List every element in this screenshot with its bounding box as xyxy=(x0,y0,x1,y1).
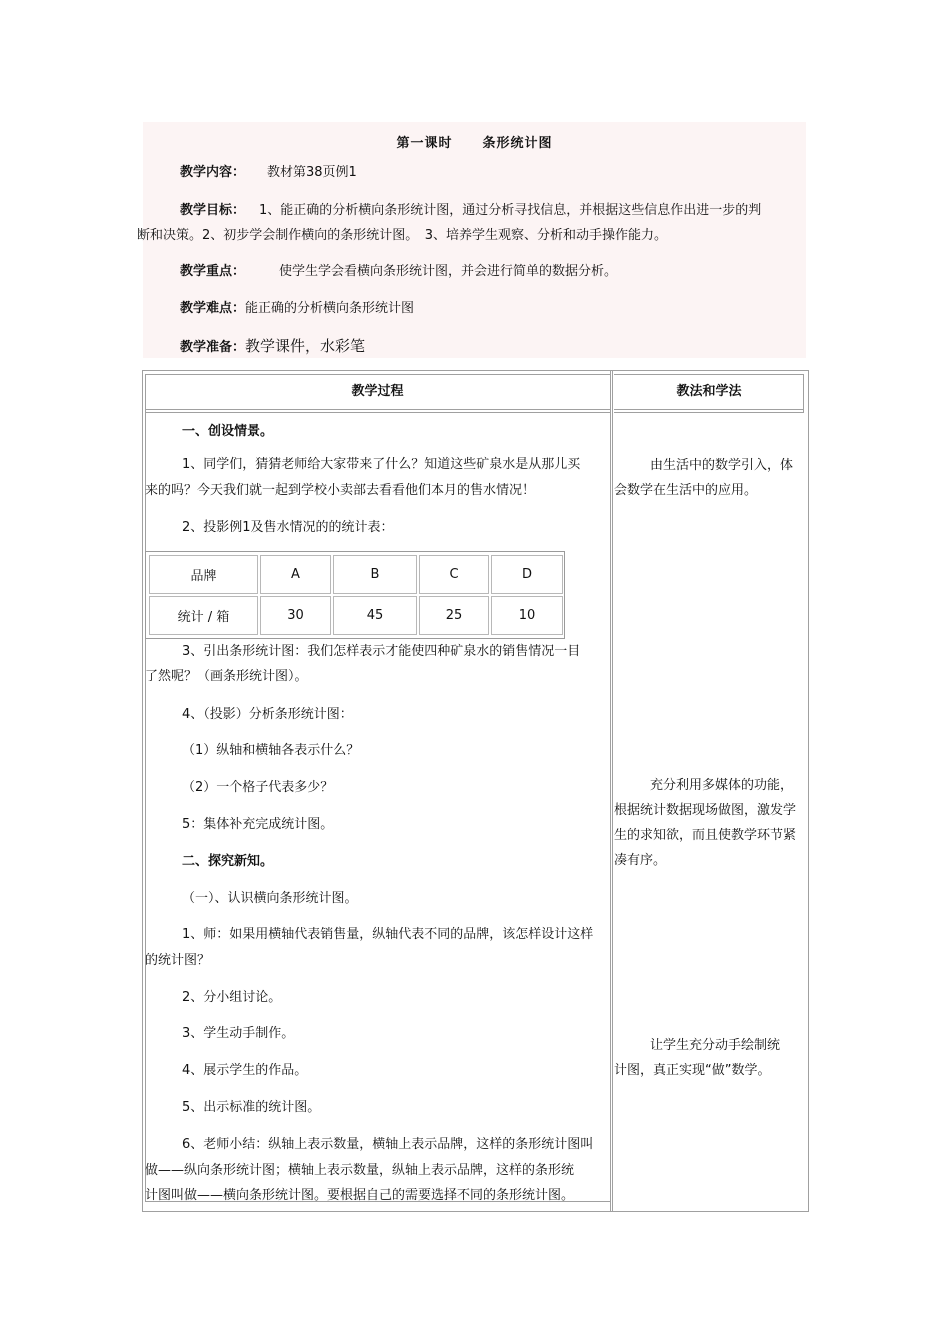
lesson-header xyxy=(137,122,806,358)
method-2-line-4: 凑有序。 xyxy=(614,853,667,868)
difficulty-label: 教学难点： xyxy=(180,301,246,316)
method-1-line-2: 会数学在生活中的应用。 xyxy=(614,483,758,498)
body-left-edge xyxy=(145,413,146,1202)
section-2-subtitle: （一）、认识横向条形统计图。 xyxy=(182,891,358,906)
content-row xyxy=(180,160,806,186)
step-3-line-2: 了然呢？（画条形统计图）。 xyxy=(145,669,308,684)
column-divider xyxy=(610,371,613,1211)
step-5: 5：集体补充完成统计图。 xyxy=(182,817,334,832)
inquiry-1-line-2: 的统计图？ xyxy=(145,953,211,968)
content-value: 教材第38页例1 xyxy=(267,165,357,180)
table-cell-brand-d: D xyxy=(491,555,563,594)
prep-row xyxy=(180,333,806,361)
method-2-line-2: 根据统计数据现场做图，激发学 xyxy=(614,803,797,818)
goal-row xyxy=(180,198,806,224)
summary-line-1: 6、老师小结：纵轴上表示数量，横轴上表示品牌，这样的条形统计图叫 xyxy=(182,1137,594,1152)
table-cell-count-c: 25 xyxy=(419,596,489,635)
goal-line-1: 1、能正确的分析横向条形统计图，通过分析寻找信息，并根据这些信息作出进一步的判 xyxy=(259,203,762,218)
prep-value: 教学课件，水彩笔 xyxy=(245,337,366,355)
method-2-line-3: 生的求知欲，而且使教学环节紧 xyxy=(614,828,797,843)
goal-label: 教学目标： xyxy=(180,203,246,218)
step-3-line-1: 3、引出条形统计图：我们怎样表示才能使四种矿泉水的销售情况一目 xyxy=(182,644,581,659)
table-cell-brand-b: B xyxy=(333,555,417,594)
col-header-methods: 教法和学法 xyxy=(676,384,742,399)
prep-label: 教学准备： xyxy=(180,340,246,355)
header-bottom-line xyxy=(145,409,610,410)
header-top-line xyxy=(145,374,610,375)
summary-line-2: 做——纵向条形统计图；横轴上表示数量，纵轴上表示品牌，这样的条形统 xyxy=(145,1163,575,1178)
method-3-line-1: 让学生充分动手绘制统 xyxy=(650,1038,781,1053)
method-1-line-1: 由生活中的数学引入，体 xyxy=(650,458,794,473)
header-bottom-line-right-2 xyxy=(614,412,804,413)
lesson-topic: 条形统计图 xyxy=(482,136,553,151)
inquiry-3: 3、学生动手制作。 xyxy=(182,1026,295,1041)
inquiry-2: 2、分小组讨论。 xyxy=(182,990,282,1005)
lesson-number: 第一课时 xyxy=(396,136,453,151)
table-cell-count-a: 30 xyxy=(260,596,331,635)
inquiry-1-line-1: 1、师：如果用横轴代表销售量，纵轴代表不同的品牌，该怎样设计这样 xyxy=(182,927,594,942)
table-cell-brand-c: C xyxy=(419,555,489,594)
inquiry-5: 5、出示标准的统计图。 xyxy=(182,1100,321,1115)
step-1-line-1: 1、同学们，猜猜老师给大家带来了什么？知道这些矿泉水是从那儿买 xyxy=(182,457,581,472)
goal-line-2: 断和决策。2、初步学会制作横向的条形统计图。 3、培养学生观察、分析和动手操作能力。 xyxy=(137,228,668,243)
key-label: 教学重点： xyxy=(180,264,246,279)
inquiry-4: 4、展示学生的作品。 xyxy=(182,1063,308,1078)
section-1-title: 一、创设情景。 xyxy=(182,424,274,439)
step-4: 4、（投影）分析条形统计图： xyxy=(182,707,353,722)
difficulty-value: 能正确的分析横向条形统计图 xyxy=(245,301,415,316)
table-cell-count-d: 10 xyxy=(491,596,563,635)
method-3-line-2: 计图，真正实现“做”数学。 xyxy=(614,1063,771,1078)
header-bottom-line-right xyxy=(614,409,804,410)
step-4-question-2: （2）一个格子代表多少？ xyxy=(182,780,334,795)
header-bottom-line-2 xyxy=(145,412,610,413)
key-value: 使学生学会看横向条形统计图，并会进行简单的数据分析。 xyxy=(279,264,618,279)
header-top-line-right xyxy=(614,374,804,375)
table-cell-brand-a: A xyxy=(260,555,331,594)
content-label: 教学内容： xyxy=(180,165,246,180)
sales-stats-table xyxy=(145,551,565,639)
table-cell-count-header: 统计 / 箱 xyxy=(149,596,258,635)
method-2-line-1: 充分利用多媒体的功能， xyxy=(650,778,794,793)
table-cell-brand-header: 品牌 xyxy=(149,555,258,594)
step-4-question-1: （1）纵轴和横轴各表示什么？ xyxy=(182,743,360,758)
summary-line-3: 计图叫做——横向条形统计图。要根据自己的需要选择不同的条形统计图。 xyxy=(145,1188,575,1203)
page-title xyxy=(143,132,806,151)
section-2-title: 二、探究新知。 xyxy=(182,854,274,869)
step-1-line-2: 来的吗？今天我们就一起到学校小卖部去看看他们本月的售水情况！ xyxy=(145,483,536,498)
key-row xyxy=(180,259,806,285)
step-2: 2、投影例1及售水情况的的统计表： xyxy=(182,520,394,535)
difficulty-row xyxy=(180,296,806,322)
col-header-process: 教学过程 xyxy=(351,384,404,399)
table-cell-count-b: 45 xyxy=(333,596,417,635)
goal-row-2 xyxy=(137,223,806,249)
